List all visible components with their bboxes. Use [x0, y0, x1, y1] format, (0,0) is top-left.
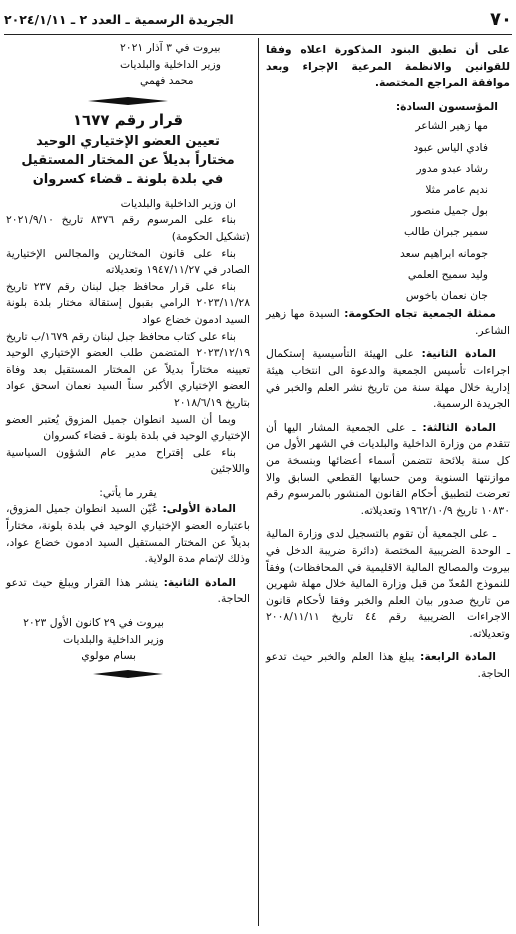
decision-title: قرار رقم ١٦٧٧ [72, 110, 184, 129]
section-separator [6, 94, 250, 108]
article-label: المادة الثانية: [163, 575, 236, 589]
article-text: على الهيئة التأسيسية إستكمال اجراءات تأسيس الجمعية والدعوة الى انتخاب هيئة إدارية خلال مهلة سنة من تاريخ نشر العلم والخبر في الجريدة الرسمية. [266, 347, 510, 411]
founder-name: رشاد عبدو مدور [416, 161, 488, 175]
article-text: ـ على الجمعية المشار اليها أن تتقدم من وزارة الداخلية والبلديات في الشهر الأول من كل سنة بلائحة تتضمن أسماء أعضائها وبنسخة من موازنتها السنوية ومن حسابها القطعي السابق والا تعرضت لتطبيق أحكام القانون المنشور بالمرسوم رقم ١٠٨٣٠ تاريخ ١٩٦٢/١٠/٩ وتعديلاته. [266, 420, 510, 517]
top-signature [6, 40, 250, 90]
clause: بناء على المرسوم رقم ٨٣٧٦ تاريخ ٢٠٢١/٩/١٠ (تشكيل الحكومة) [6, 213, 250, 243]
article-3 [266, 420, 510, 520]
section-separator [6, 667, 250, 681]
article-2 [6, 575, 250, 608]
article-text: عُيّن السيد انطوان جميل المزوق، باعتباره العضو الإختياري الوحيد في بلدة بلونة، مختاراً بديلاً عن المختار المستقيل السيد ادمون خضاع عواد، وذلك لإتمام مدة الولاية. [6, 502, 250, 566]
minister-line: ان وزير الداخلية والبلديات [120, 196, 236, 210]
decides-line: يقرر ما يأتي: [99, 485, 157, 499]
signature-title: وزير الداخلية والبلديات [63, 632, 164, 646]
article-text: يبلغ هذا العلم والخبر حيث تدعو الحاجة. [266, 650, 510, 681]
rep-label: ممثلة الجمعية تجاه الحكومة: [344, 307, 496, 321]
clause: بناء على إقتراح مدير عام الشؤون السياسية واللاجئين [6, 445, 250, 476]
article-label: المادة الثالثة: [422, 420, 497, 434]
decision-subtitle: تعيين العضو الإختياري الوحيد مختاراً بديلاً عن المختار المستقيل في بلدة بلونة ـ قضاء كسروان [21, 133, 235, 187]
left-column [6, 40, 250, 681]
founder-name: مها زهير الشاعر [415, 119, 488, 133]
article-1 [6, 501, 250, 567]
founders-list [266, 115, 510, 306]
right-column [266, 40, 510, 683]
intro-paragraph: على أن تطبق البنود المذكورة اعلاه وفقا للقوانين والانظمة المرعية الإجراء وبعد موافقة المراجع المختصة. [266, 43, 510, 90]
header-rule [4, 34, 512, 35]
page-number: ٧٠ [490, 8, 512, 30]
article-3-part-2: ـ على الجمعية أن تقوم بالتسجيل لدى وزارة المالية ـ الوحدة الضريبية المختصة (دائرة ضريبة الدخل في بيروت والمصالح المالية الاقليمية في المحافظات) وفقاً للنموذج المُعدّ من قبل وزارة المالية خلال مهلة شهرين من تاريخ صدور بيان العلم والخبر وفقا لأحكام قانون الاجراءات الضريبية رقم ٤٤ تاريخ ٢٠٠٨/١١/١١ وتعديلاته. [266, 527, 510, 640]
article-4 [266, 649, 510, 682]
rep-value: السيدة مها زهير الشاعر. [266, 307, 510, 337]
signature-name: بسام مولوي [81, 649, 136, 663]
clause: وبما أن السيد انطوان جميل المزوق يُعتبر العضو الإختياري الوحيد في بلدة بلونة ـ قضاء كسروان [6, 412, 250, 443]
signature-date: بيروت في ٢٩ كانون الأول ٢٠٢٣ [23, 616, 164, 630]
clause: بناء على قرار محافظ جبل لبنان رقم ٢٣٧ تاريخ ٢٠٢٣/١١/٢٨ الرامي بقبول إستقالة مختار بلدة بلونة السيد ادمون خضاع عواد [6, 279, 250, 326]
founders-title: المؤسسون السادة: [395, 99, 498, 113]
clause: بناء على كتاب محافظ جبل لبنان رقم ١٦٧٩/ب تاريخ ٢٠٢٣/١٢/١٩ المتضمن طلب العضو الإختياري الوحيد تعيينه مختاراً بديلاً عن المختار المستقيل بعد وفاة العضو الإختياري الأكبر سناً السيد نعمان اسحق عواد بتاريخ ٢٠١٨/٦/١٩ [6, 329, 250, 409]
founder-name: سمير جبران طالب [404, 225, 488, 239]
gazette-title: الجريدة الرسمية ـ العدد ٢ ـ ٢٠٢٤/١/١١ [4, 11, 234, 27]
founder-name: فادي الياس عبود [413, 140, 488, 154]
article-label: المادة الثانية: [421, 347, 496, 361]
article-text: ينشر هذا القرار ويبلغ حيث تدعو الحاجة. [6, 575, 250, 606]
bottom-signature [6, 615, 250, 665]
founder-name: جومانه ابراهيم سعد [399, 246, 488, 260]
founder-name: جان نعمان باخوس [405, 289, 488, 302]
article-label: المادة الأولى: [162, 502, 237, 516]
clause: بناء على قانون المختارين والمجالس الإختيارية الصادر في ١٩٤٧/١١/٢٧ وتعديلاته [6, 246, 250, 277]
column-divider [258, 38, 259, 926]
article-2 [266, 346, 510, 412]
signature-name: محمد فهمي [140, 74, 194, 88]
signature-title: وزير الداخلية والبلديات [120, 57, 221, 71]
founder-name: بول جميل منصور [411, 204, 488, 218]
founder-name: وليد سميح العلمي [407, 267, 488, 281]
government-representative [266, 306, 510, 339]
article-label: المادة الرابعة: [420, 650, 496, 664]
page-header [4, 8, 512, 30]
signature-date: بيروت في ٣ آذار ٢٠٢١ [120, 41, 221, 54]
founder-name: نديم عامر مثلا [425, 182, 488, 196]
